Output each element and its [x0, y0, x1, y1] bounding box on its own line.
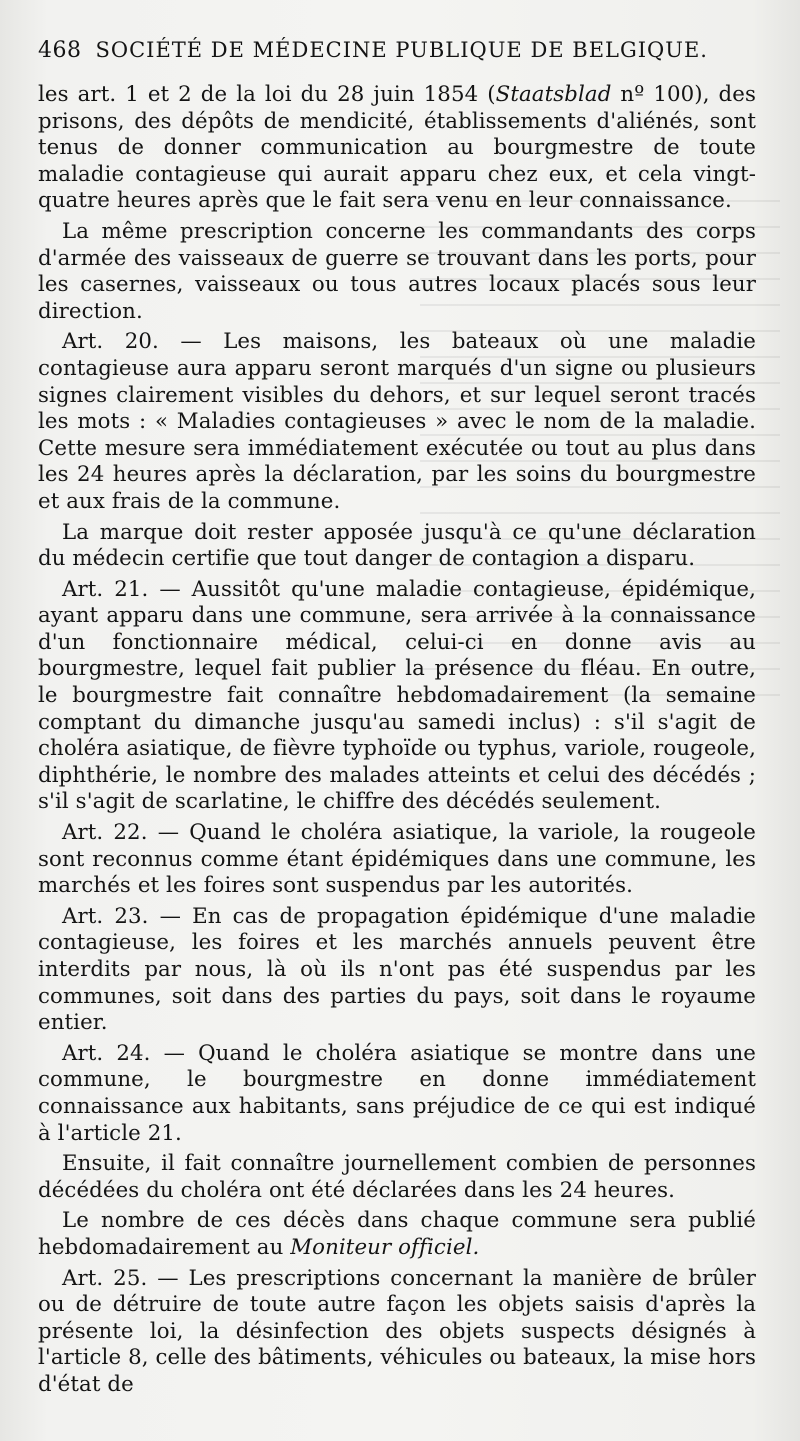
paragraph-1-end: nº 100), des prisons, des dépôts de mendicité, établissements d'aliénés, sont tenus de donner communication au bourgmestre de toute maladie contagieuse qui aurait apparu chez eux, et cela vingt-quatre heures après que le fait sera venu en leur connaissance.: [38, 82, 757, 214]
article-21: Art. 21. — Aussitôt qu'une maladie contagieuse, épidémique, ayant apparu dans une commune, sera arrivée à la connaissance d'un fonctionnaire médical, celui-ci en donne avis au bourgmestre, lequel fait publier la présence du fléau. En outre, le bourgmestre fait connaître hebdomadairement (la semaine comptant du dimanche jusqu'au samedi inclus) : s'il s'agit de choléra asiatique, de fièvre typhoïde ou typhus, variole, rougeole, diphthérie, le nombre des malades atteints et celui des décédés ; s'il s'agit de scarlatine, le chiffre des décédés seulement.: [38, 576, 756, 815]
article-25: Art. 25. — Les prescriptions concernant la manière de brûler ou de détruire de toute autre façon les objets saisis d'après la présente loi, la désinfection des objets suspects désignés à l'article 8, celle des bâtiments, véhicules ou bateaux, la mise hors d'état de: [38, 1265, 756, 1397]
paragraph-1: [38, 82, 756, 215]
paragraph-10: [38, 1208, 756, 1261]
article-22: Art. 22. — Quand le choléra asiatique, la variole, la rougeole sont reconnus comme étant épidémiques dans une commune, les marchés et les foires sont suspendus par les autorités.: [38, 820, 756, 899]
page-header: [38, 38, 756, 82]
paragraph-10-start: Le nombre de ces décès dans chaque commune sera publié hebdomadairement au: [38, 1208, 756, 1260]
article-20: Art. 20. — Les maisons, les bateaux où une maladie contagieuse aura apparu seront marqués d'un signe ou plusieurs signes clairement visibles du dehors, et sur lequel seront tracés les mots : « Maladies contagieuses » avec le nom de la maladie. Cette mesure sera immédiatement exécutée ou tout au plus dans les 24 heures après la déclaration, par les soins du bourgmestre et aux frais de la commune.: [38, 329, 756, 514]
paragraph-4: La marque doit rester apposée jusqu'à ce qu'une déclaration du médecin certifie que tout danger de contagion a disparu.: [38, 519, 756, 572]
body-text: [38, 82, 756, 1399]
article-23: Art. 23. — En cas de propagation épidémique d'une maladie contagieuse, les foires et les marchés annuels peuvent être interdits par nous, là où ils n'ont pas été suspendus par les communes, soit dans des parties du pays, soit dans le royaume entier.: [38, 903, 756, 1036]
paragraph-1-start: les art. 1 et 2 de la loi du 28 juin 1854 (: [38, 82, 496, 107]
staatsblad-italic: Staatsblad: [495, 82, 612, 107]
moniteur-officiel-italic: Moniteur officiel.: [290, 1234, 480, 1260]
page-number: 468: [38, 38, 82, 63]
paragraph-2: La même prescription concerne les commandants des corps d'armée des vaisseaux de guerre se trouvant dans les ports, pour les casernes, vaisseaux ou tous autres locaux placés sous leur direction.: [38, 218, 756, 324]
running-title: SOCIÉTÉ DE MÉDECINE PUBLIQUE DE BELGIQUE.: [95, 38, 708, 62]
article-24: Art. 24. — Quand le choléra asiatique se montre dans une commune, le bourgmestre en donne immédiatement connaissance aux habitants, sans préjudice de ce qui est indiqué à l'article 21.: [38, 1040, 756, 1146]
paragraph-9: Ensuite, il fait connaître journellement combien de personnes décédées du choléra ont été déclarées dans les 24 heures.: [38, 1151, 756, 1203]
